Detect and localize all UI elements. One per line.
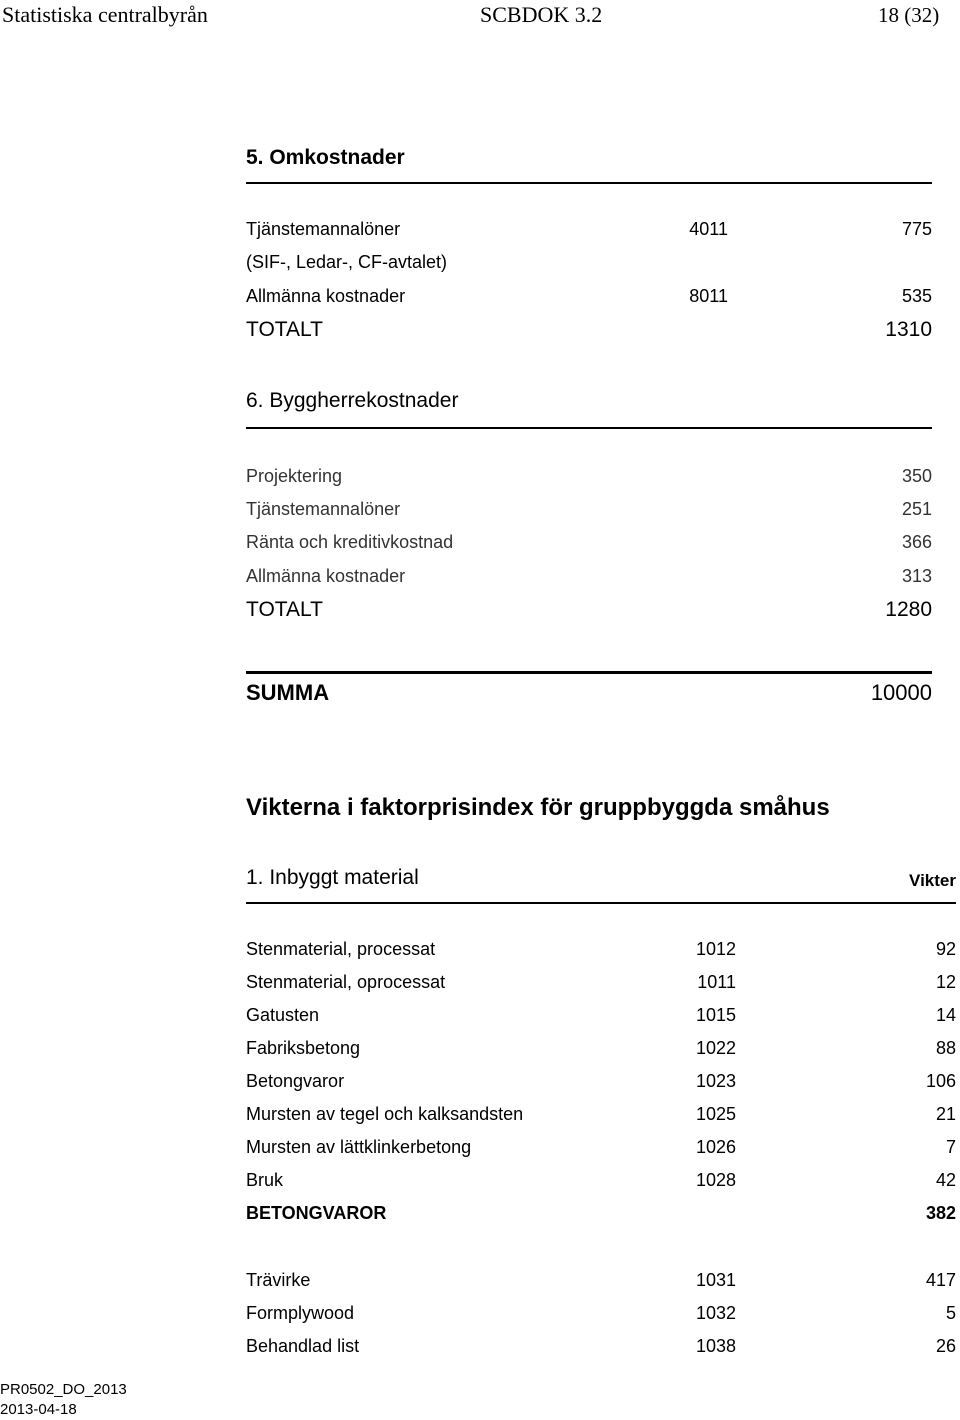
weights-row-code: 1012: [695, 939, 736, 959]
s6-row-label: Allmänna kostnader: [246, 566, 406, 586]
weights-subtotal-value: 382: [925, 1203, 956, 1223]
s6-row-value: 251: [901, 499, 932, 519]
weights-row-code: 1038: [695, 1336, 736, 1356]
weights-row-label: Formplywood: [246, 1303, 355, 1323]
s5-row-code: 4011: [689, 219, 728, 239]
weights-row-value: 12: [935, 972, 956, 992]
section-5-rule: [246, 182, 932, 184]
weights-row-label: Betongvaror: [246, 1071, 345, 1091]
weights-row-value: 7: [945, 1137, 956, 1157]
section-6-rule: [246, 427, 932, 429]
section-5-title: 5. Omkostnader: [246, 146, 405, 169]
weights-row-code: 1025: [695, 1104, 736, 1124]
weights-section-title: 1. Inbyggt material: [246, 866, 419, 889]
s5-row-code: 8011: [689, 286, 728, 306]
s5-total-label: TOTALT: [246, 318, 324, 341]
weights-row-label: Trävirke: [246, 1270, 311, 1290]
weights-row-value: 106: [925, 1071, 956, 1091]
weights-row-label: Bruk: [246, 1170, 284, 1190]
page-number: 18 (32): [878, 3, 940, 27]
weights-row-code: 1028: [695, 1170, 736, 1190]
weights-row-code: 1011: [697, 972, 736, 992]
weights-row-value: 417: [925, 1270, 956, 1290]
weights-row-label: Behandlad list: [246, 1336, 360, 1356]
weights-subtotal-label: BETONGVAROR: [246, 1203, 387, 1223]
s6-row-label: Tjänstemannalöner: [246, 499, 401, 519]
weights-row-label: Mursten av lättklinkerbetong: [246, 1137, 472, 1157]
weights-row-label: Gatusten: [246, 1005, 320, 1025]
organization-name: Statistiska centralbyrån: [2, 2, 208, 27]
s5-row-label: Tjänstemannalöner: [246, 219, 401, 239]
weights-row-code: 1032: [695, 1303, 736, 1323]
weights-row-label: Mursten av tegel och kalksandsten: [246, 1104, 524, 1124]
weights-row-code: 1031: [695, 1270, 736, 1290]
s6-row-value: 350: [901, 466, 932, 486]
weights-row-value: 88: [935, 1038, 956, 1058]
page-header: [0, 0, 960, 40]
weights-row-value: 92: [935, 939, 956, 959]
weights-heading: Vikterna i faktorprisindex för gruppbyggda småhus: [246, 794, 830, 821]
weights-row-value: 14: [935, 1005, 956, 1025]
s5-row-value: 775: [901, 219, 932, 239]
summa-label: SUMMA: [246, 680, 330, 705]
weights-row-code: 1023: [695, 1071, 736, 1091]
summa-rule: [246, 671, 932, 674]
weights-row-value: 5: [945, 1303, 956, 1323]
s5-row-value: 535: [901, 286, 932, 306]
weights-row-label: Fabriksbetong: [246, 1038, 361, 1058]
weights-row-value: 21: [935, 1104, 956, 1124]
document-id: SCBDOK 3.2: [480, 2, 603, 27]
footer-document-code: PR0502_DO_2013: [0, 1381, 127, 1398]
s6-row-value: 313: [901, 566, 932, 586]
weights-row-code: 1015: [695, 1005, 736, 1025]
weights-row-label: Stenmaterial, oprocessat: [246, 972, 446, 992]
s6-total-label: TOTALT: [246, 598, 324, 621]
weights-column-header: Vikter: [909, 871, 956, 890]
weights-rule: [246, 902, 956, 904]
s5-row-label: (SIF-, Ledar-, CF-avtalet): [246, 252, 448, 272]
s6-row-value: 366: [901, 532, 932, 552]
s5-total-value: 1310: [885, 318, 932, 341]
s5-row-label: Allmänna kostnader: [246, 286, 406, 306]
footer-date: 2013-04-18: [0, 1401, 77, 1418]
weights-row-value: 26: [935, 1336, 956, 1356]
s6-row-label: Ränta och kreditivkostnad: [246, 532, 454, 552]
section-6-title: 6. Byggherrekostnader: [246, 389, 459, 412]
weights-row-value: 42: [935, 1170, 956, 1190]
weights-row-label: Stenmaterial, processat: [246, 939, 436, 959]
weights-row-code: 1026: [695, 1137, 736, 1157]
summa-value: 10000: [870, 680, 932, 705]
weights-row-code: 1022: [695, 1038, 736, 1058]
s6-row-label: Projektering: [246, 466, 343, 486]
s6-total-value: 1280: [885, 598, 932, 621]
page-footer: [0, 1380, 127, 1420]
